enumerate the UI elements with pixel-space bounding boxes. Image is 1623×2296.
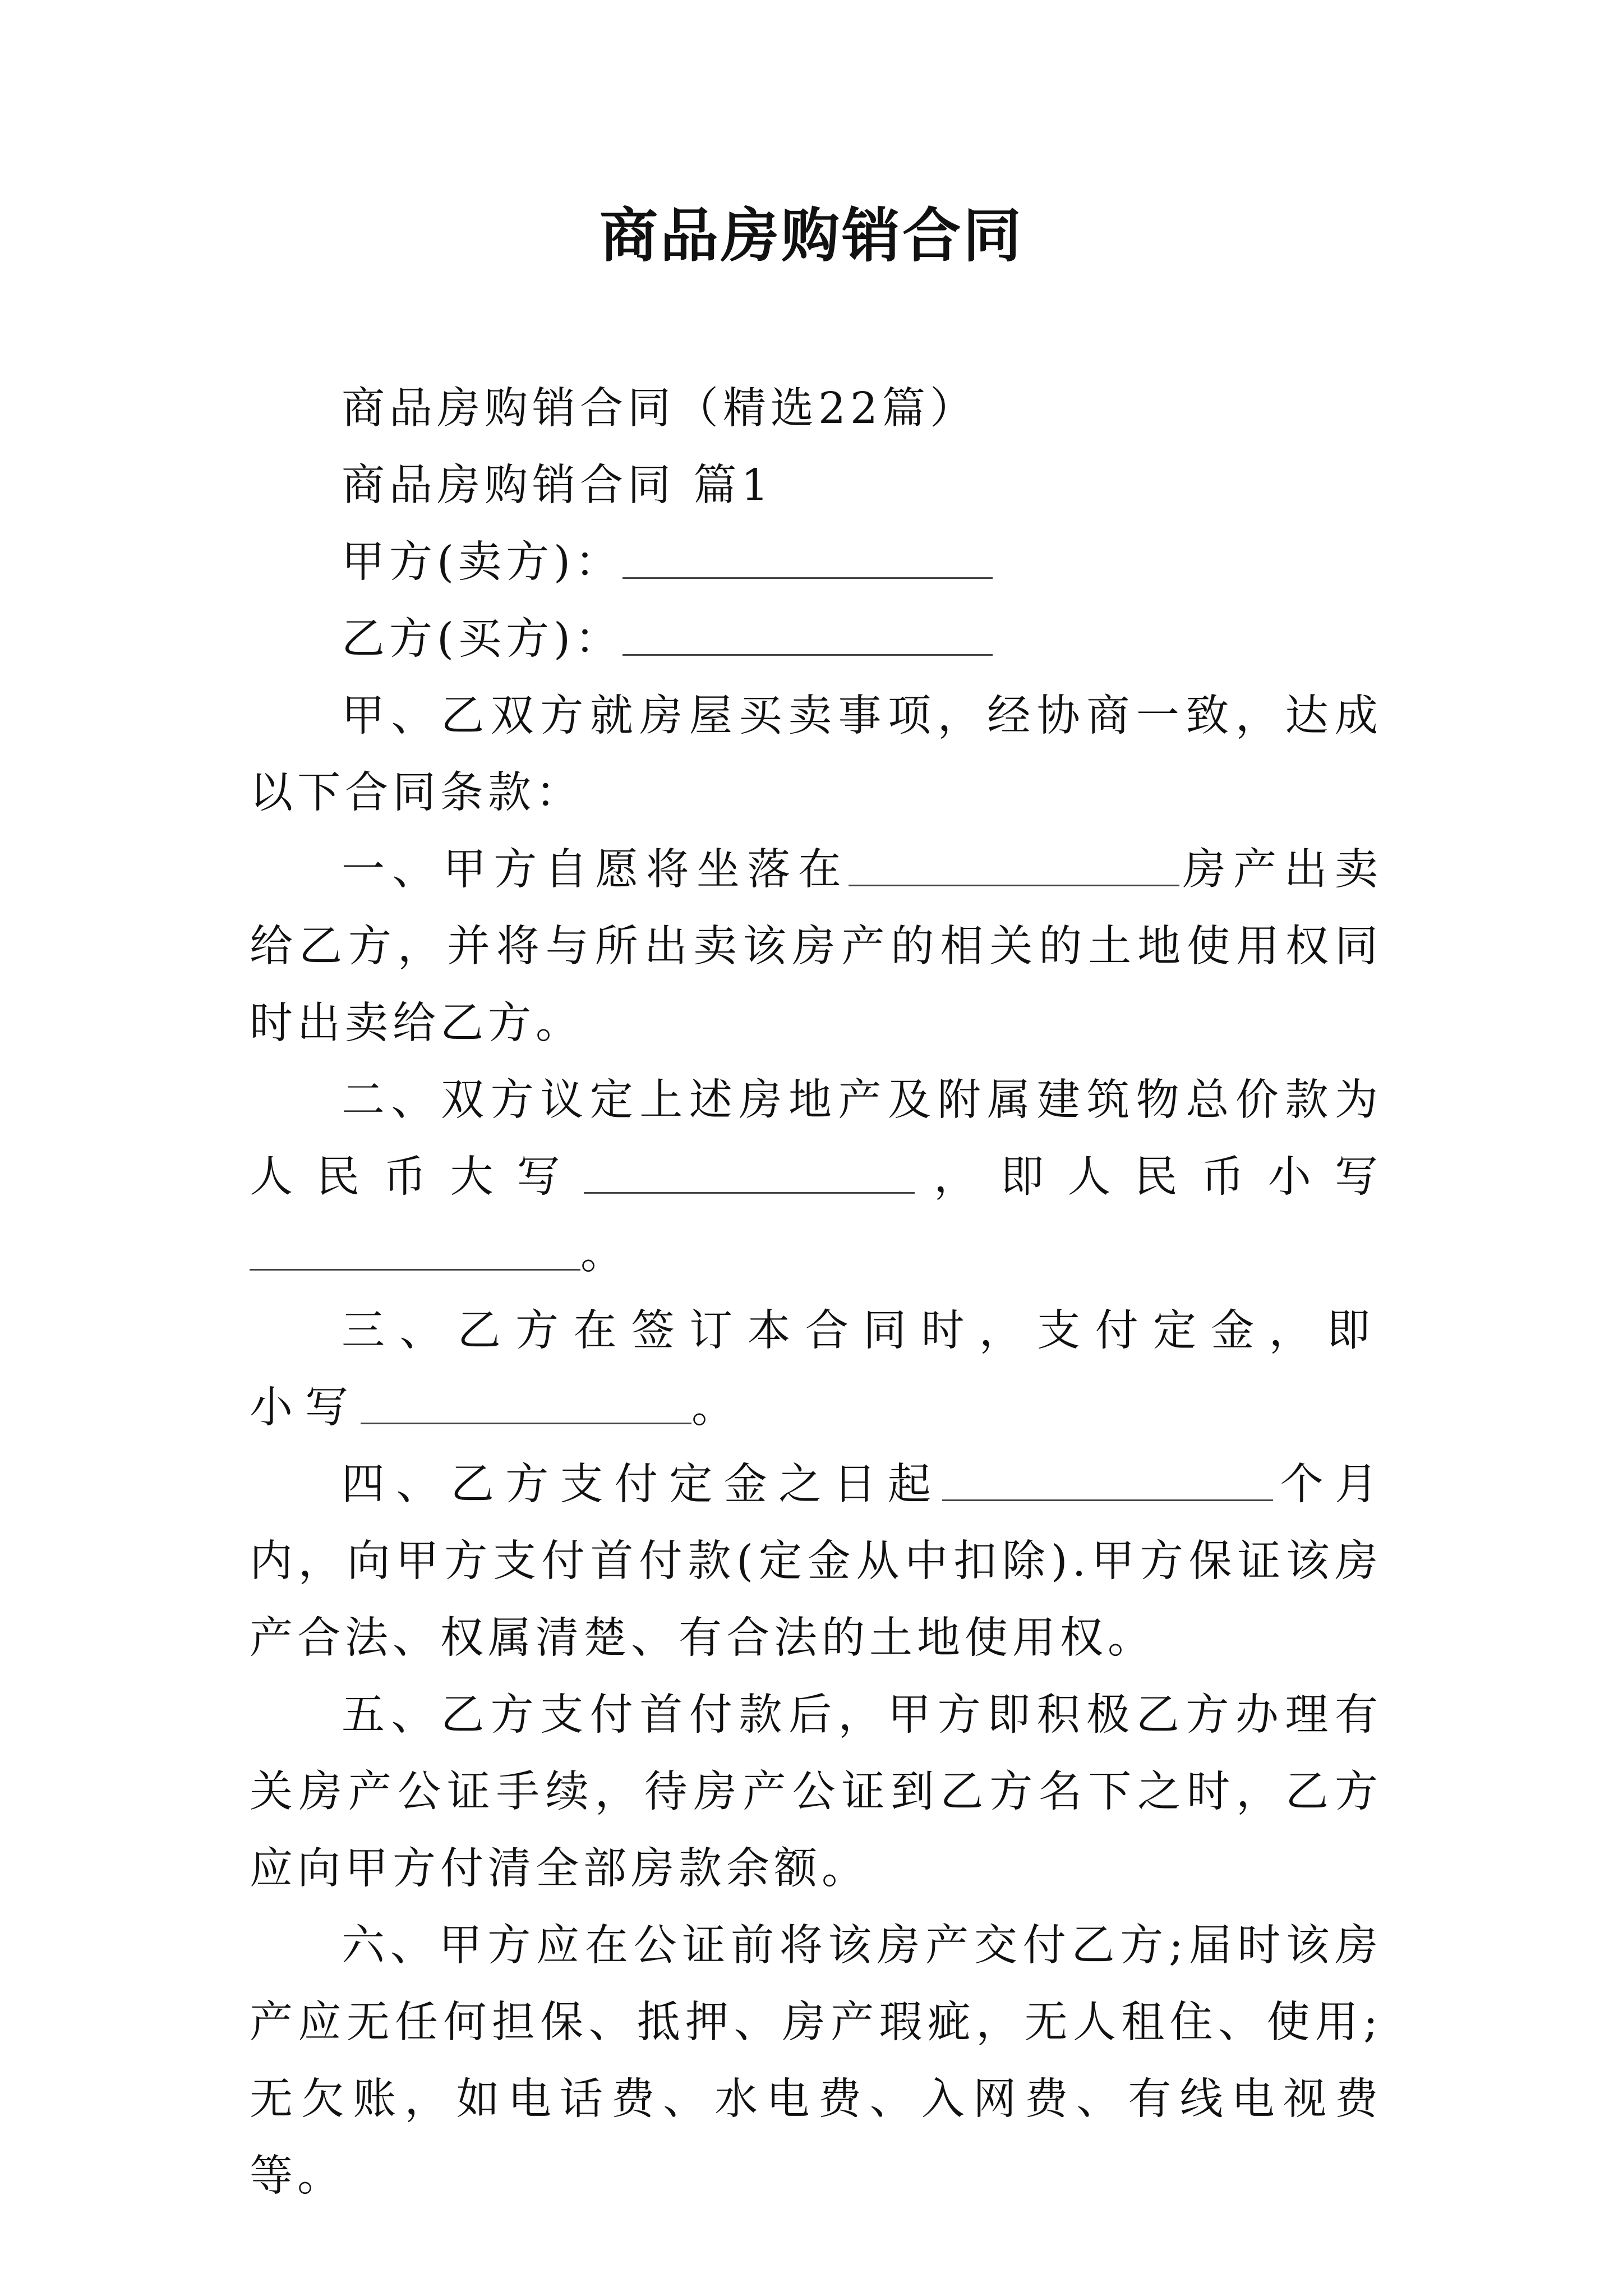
party-a-label: 甲方(卖方)： [342, 537, 623, 587]
subtitle: 商品房购销合同（精选22篇） [342, 384, 978, 434]
clause-3 [250, 1292, 1382, 1446]
clause-2-uppercase-amount-blank [584, 1151, 915, 1194]
clause-3-deposit-blank [361, 1382, 691, 1424]
clause-4-text-after: 个月内，向甲方支付首付款(定金从中扣除).甲方保证该房产合法、权属清楚、有合法的土地使用权。 [250, 1460, 1383, 1663]
document-title: 商品房购销合同 [599, 201, 1023, 270]
clause-2-text-before: 二、双方议定上述房地产及附属建筑物总价款为人民币大写 [250, 1075, 1382, 1202]
clause-3-text-before: 三、乙方在签订本合同时，支付定金，即小写 [250, 1306, 1382, 1433]
party-a-blank [623, 536, 993, 579]
clause-4-months-blank [942, 1458, 1273, 1501]
party-b-line [250, 601, 1382, 678]
clause-3-text-after: 。 [691, 1383, 747, 1433]
section-heading: 商品房购销合同 篇1 [342, 461, 773, 510]
clause-2-text-after: 。 [580, 1229, 628, 1279]
clause-2-text-mid: ，即人民币小写 [914, 1152, 1383, 1202]
party-b-label: 乙方(买方)： [342, 614, 623, 664]
clause-1-text-before: 一、甲方自愿将坐落在 [342, 845, 849, 895]
intro-paragraph: 甲、乙双方就房屋买卖事项，经协商一致，达成以下合同条款： [250, 691, 1382, 818]
clause-4-text-before: 四、乙方支付定金之日起 [342, 1460, 943, 1510]
clause-1-location-blank [849, 844, 1179, 886]
document-body [250, 370, 1382, 2215]
clause-5: 五、乙方支付首付款后，甲方即积极乙方办理有关房产公证手续，待房产公证到乙方名下之时，乙方应向甲方付清全部房款余额。 [250, 1690, 1382, 1894]
clause-2 [250, 1062, 1382, 1292]
party-a-line [250, 524, 1382, 601]
clause-6: 六、甲方应在公证前将该房产交付乙方;届时该房产应无任何担保、抵押、房产瑕疵，无人租住、使用;无欠账，如电话费、水电费、入网费、有线电视费等。 [250, 1921, 1382, 2201]
party-b-blank [623, 613, 993, 656]
clause-1 [250, 831, 1382, 1062]
clause-2-lowercase-amount-blank [250, 1228, 580, 1271]
clause-4 [250, 1446, 1382, 1677]
clause-1-text-after: 房产出卖给乙方，并将与所出卖该房产的相关的土地使用权同时出卖给乙方。 [250, 845, 1383, 1048]
